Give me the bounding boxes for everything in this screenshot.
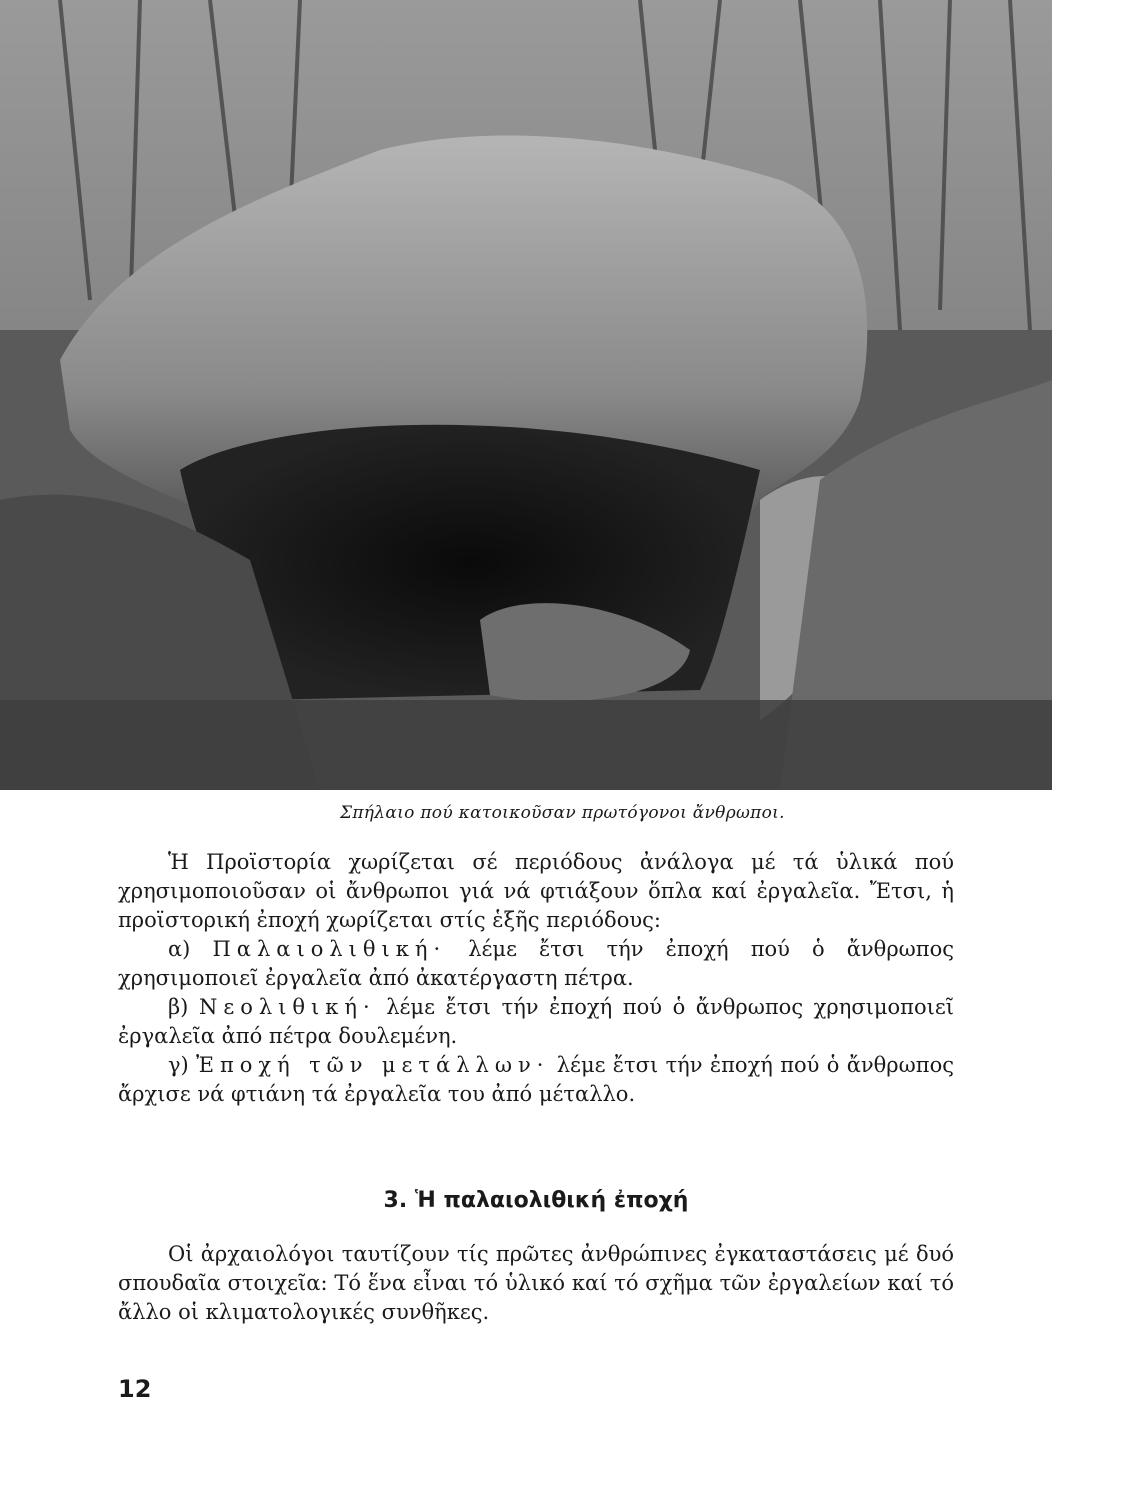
intro-paragraph: Ἡ Προϊστορία χωρίζεται σέ περιόδους ἀνάλογα μέ τά ὑλικά πού χρησιμοποιοῦσαν οἱ ἄνθρωποι γιά νά φτιάξουν ὅπλα καί ἐργαλεῖα. Ἔτσι, ἡ προϊστορική ἐποχή χωρίζεται στίς ἑξῆς περιόδους:	[118, 850, 954, 932]
period-marker: β)	[168, 995, 189, 1019]
page-number: 12	[118, 1375, 152, 1403]
cave-photo-icon	[0, 0, 1052, 790]
section-heading: 3. Ἡ παλαιολιθική ἐποχή	[383, 1188, 689, 1213]
period-item	[118, 1051, 954, 1109]
period-description: λέμε ἔτσι τήν ἐποχή πού ὁ ἄνθρωπος ἄρχισε νά φτιάνη τά ἐργαλεῖα του ἀπό μέταλλο.	[118, 1053, 954, 1106]
section-paragraph: Οἱ ἀρχαιολόγοι ταυτίζουν τίς πρῶτες ἀνθρώπινες ἐγκαταστάσεις μέ δυό σπουδαῖα στοιχεῖα: Τό ἕνα εἶναι τό ὑλικό καί τό σχῆμα τῶν ἐργαλείων καί τό ἄλλο οἱ κλιματολογικές συνθῆκες.	[118, 1242, 954, 1324]
photo-caption: Σπήλαιο πού κατοικοῦσαν πρωτόγονοι ἄνθρωποι.	[340, 803, 785, 823]
cave-photo	[0, 0, 1052, 790]
period-term: Ἐποχή τῶν μετάλλων·	[196, 1053, 550, 1077]
period-marker: α)	[168, 937, 191, 961]
period-description: λέμε ἔτσι τήν ἐποχή πού ὁ ἄνθρωπος χρησιμοποιεῖ ἐργαλεῖα ἀπό ἀκατέργαστη πέτρα.	[118, 937, 954, 990]
period-marker: γ)	[168, 1053, 189, 1077]
period-term: Παλαιολιθική·	[212, 937, 447, 961]
period-item	[118, 935, 954, 993]
section-body	[118, 1240, 954, 1327]
period-description: λέμε ἔτσι τήν ἐποχή πού ὁ ἄνθρωπος χρησιμοποιεῖ ἐργαλεῖα ἀπό πέτρα δουλεμένη.	[118, 995, 954, 1048]
period-term: Νεολιθική·	[198, 995, 376, 1019]
body-text	[118, 848, 954, 1109]
period-item	[118, 993, 954, 1051]
